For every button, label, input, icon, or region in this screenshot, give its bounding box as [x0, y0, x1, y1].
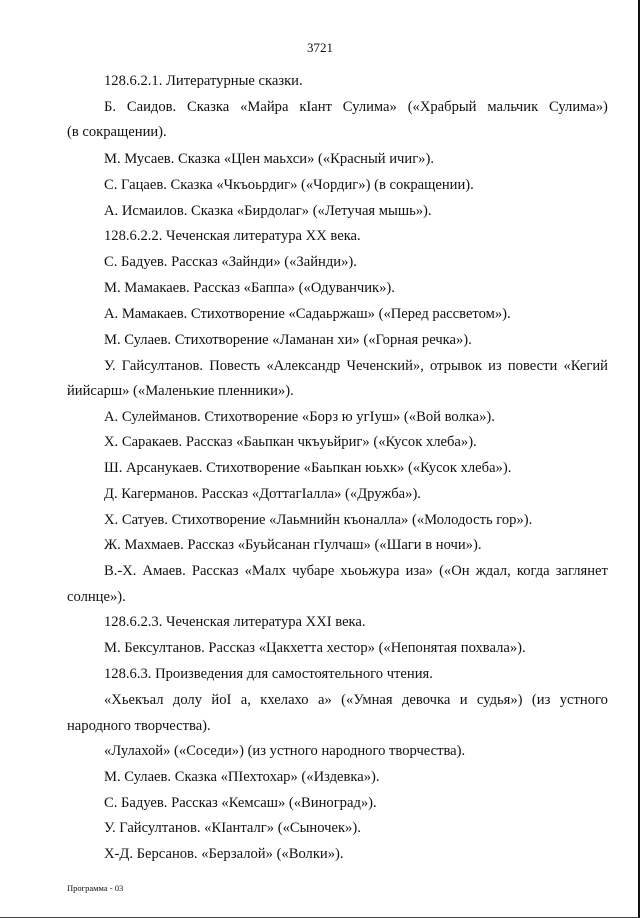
word: девочка [402, 692, 451, 708]
word: кхелахо [260, 692, 309, 708]
text-line [104, 563, 608, 580]
text-line [104, 692, 608, 709]
word: «Хьекъал [104, 692, 164, 708]
text-line: М. Бексултанов. Рассказ «Цакхетта хестор» («Непонятая похвала»). [104, 640, 526, 656]
word: а, [240, 692, 251, 708]
word: йоI [211, 692, 232, 708]
text-line: М. Мусаев. Сказка «Цlен маьхси» («Красный ичиг»). [104, 151, 434, 167]
word: «Александр [266, 358, 341, 374]
word: и [459, 692, 468, 708]
word: отрывок [430, 358, 482, 374]
word: кIант [299, 99, 332, 115]
text-line: Д. Кагерманов. Рассказ «ДоттагIалла» («Дружба»). [104, 486, 421, 502]
text-line: А. Исмаилов. Сказка «Бирдолаг» («Летучая мышь»). [104, 203, 432, 219]
text-line: йийсарш» («Маленькие пленники»). [67, 383, 294, 399]
text-line: Ш. Арсанукаев. Стихотворение «Баьпкан юьхк» («Кусок хлеба»). [104, 460, 512, 476]
text-line: «Лулахой» («Соседи») (из устного народного творчества). [104, 743, 466, 759]
word: Б. [104, 99, 117, 115]
text-line: А. Мамакаев. Стихотворение «Садаьржаш» («Перед рассветом»). [104, 306, 511, 322]
text-line: С. Бадуев. Рассказ «Зайнди» («Зайнди»). [104, 254, 357, 270]
text-line: Х. Саракаев. Рассказ «Баьпкан чкъуьйриг» («Кусок хлеба»). [104, 434, 477, 450]
text-line: Ж. Махмаев. Рассказ «Буьйсанан гIулчаш» («Шаги в ночи»). [104, 537, 482, 553]
text-line: (в сокращении). [67, 124, 167, 140]
word: Сказка [187, 99, 230, 115]
text-line: М. Сулаев. Сказка «ПIехтохар» («Издевка»). [104, 769, 380, 785]
word: Саидов. [126, 99, 177, 115]
word: долу [172, 692, 202, 708]
word: иза» [405, 563, 433, 579]
word: («Храбрый [407, 99, 477, 115]
text-line: С. Бадуев. Рассказ «Кемсаш» («Виноград»). [104, 795, 377, 811]
text-line [104, 99, 608, 116]
word: заглянет [555, 563, 608, 579]
word: из [488, 358, 502, 374]
word: У. [104, 358, 116, 374]
word: В.-Х. [104, 563, 137, 579]
word: когда [516, 563, 550, 579]
text-line: солнце»). [67, 589, 126, 605]
text-line: Х. Сатуев. Стихотворение «Лаьмнийн къоналла» («Молодость гор»). [104, 512, 533, 528]
text-line: С. Гацаев. Сказка «Чкъоьрдиг» («Чордиг») (в сокращении). [104, 177, 474, 193]
word: (из [531, 692, 551, 708]
text-line: 128.6.2.1. Литературные сказки. [104, 73, 303, 89]
word: Амаев. [142, 563, 186, 579]
word: «Малх [244, 563, 287, 579]
word: мальчик [487, 99, 539, 115]
text-line: народного творчества). [67, 718, 211, 734]
word: Сулима» [342, 99, 397, 115]
word: а» [317, 692, 332, 708]
word: Гайсултанов. [121, 358, 204, 374]
word: чубаре [292, 563, 335, 579]
text-line: Х-Д. Берсанов. «Берзалой» («Волки»). [104, 846, 344, 862]
word: Сулима») [549, 99, 608, 115]
word: Повесть [209, 358, 261, 374]
text-line: М. Мамакаев. Рассказ «Баппа» («Одуванчик»). [104, 280, 395, 296]
text-line: 128.6.2.3. Чеченская литература XXI века. [104, 614, 366, 630]
word: «Кегий [563, 358, 608, 374]
word: «Майра [240, 99, 289, 115]
word: («Он [439, 563, 470, 579]
text-line: А. Сулейманов. Стихотворение «Борз ю угIуш» («Вой волка»). [104, 409, 495, 425]
footer-label: Программа - 03 [67, 883, 124, 893]
word: устного [559, 692, 608, 708]
word: повести [507, 358, 558, 374]
text-line: М. Сулаев. Стихотворение «Ламанан хи» («Горная речка»). [104, 332, 472, 348]
word: хьоьжура [340, 563, 400, 579]
text-line: У. Гайсултанов. «КIанталг» («Сыночек»). [104, 820, 361, 836]
word: Чеченский», [346, 358, 424, 374]
text-line [104, 358, 608, 375]
text-line: 128.6.3. Произведения для самостоятельного чтения. [104, 666, 433, 682]
word: ждал, [475, 563, 511, 579]
word: («Умная [341, 692, 393, 708]
word: Рассказ [191, 563, 239, 579]
word: судья») [476, 692, 523, 708]
page-number: 3721 [307, 40, 333, 55]
text-line: 128.6.2.2. Чеченская литература XX века. [104, 228, 361, 244]
